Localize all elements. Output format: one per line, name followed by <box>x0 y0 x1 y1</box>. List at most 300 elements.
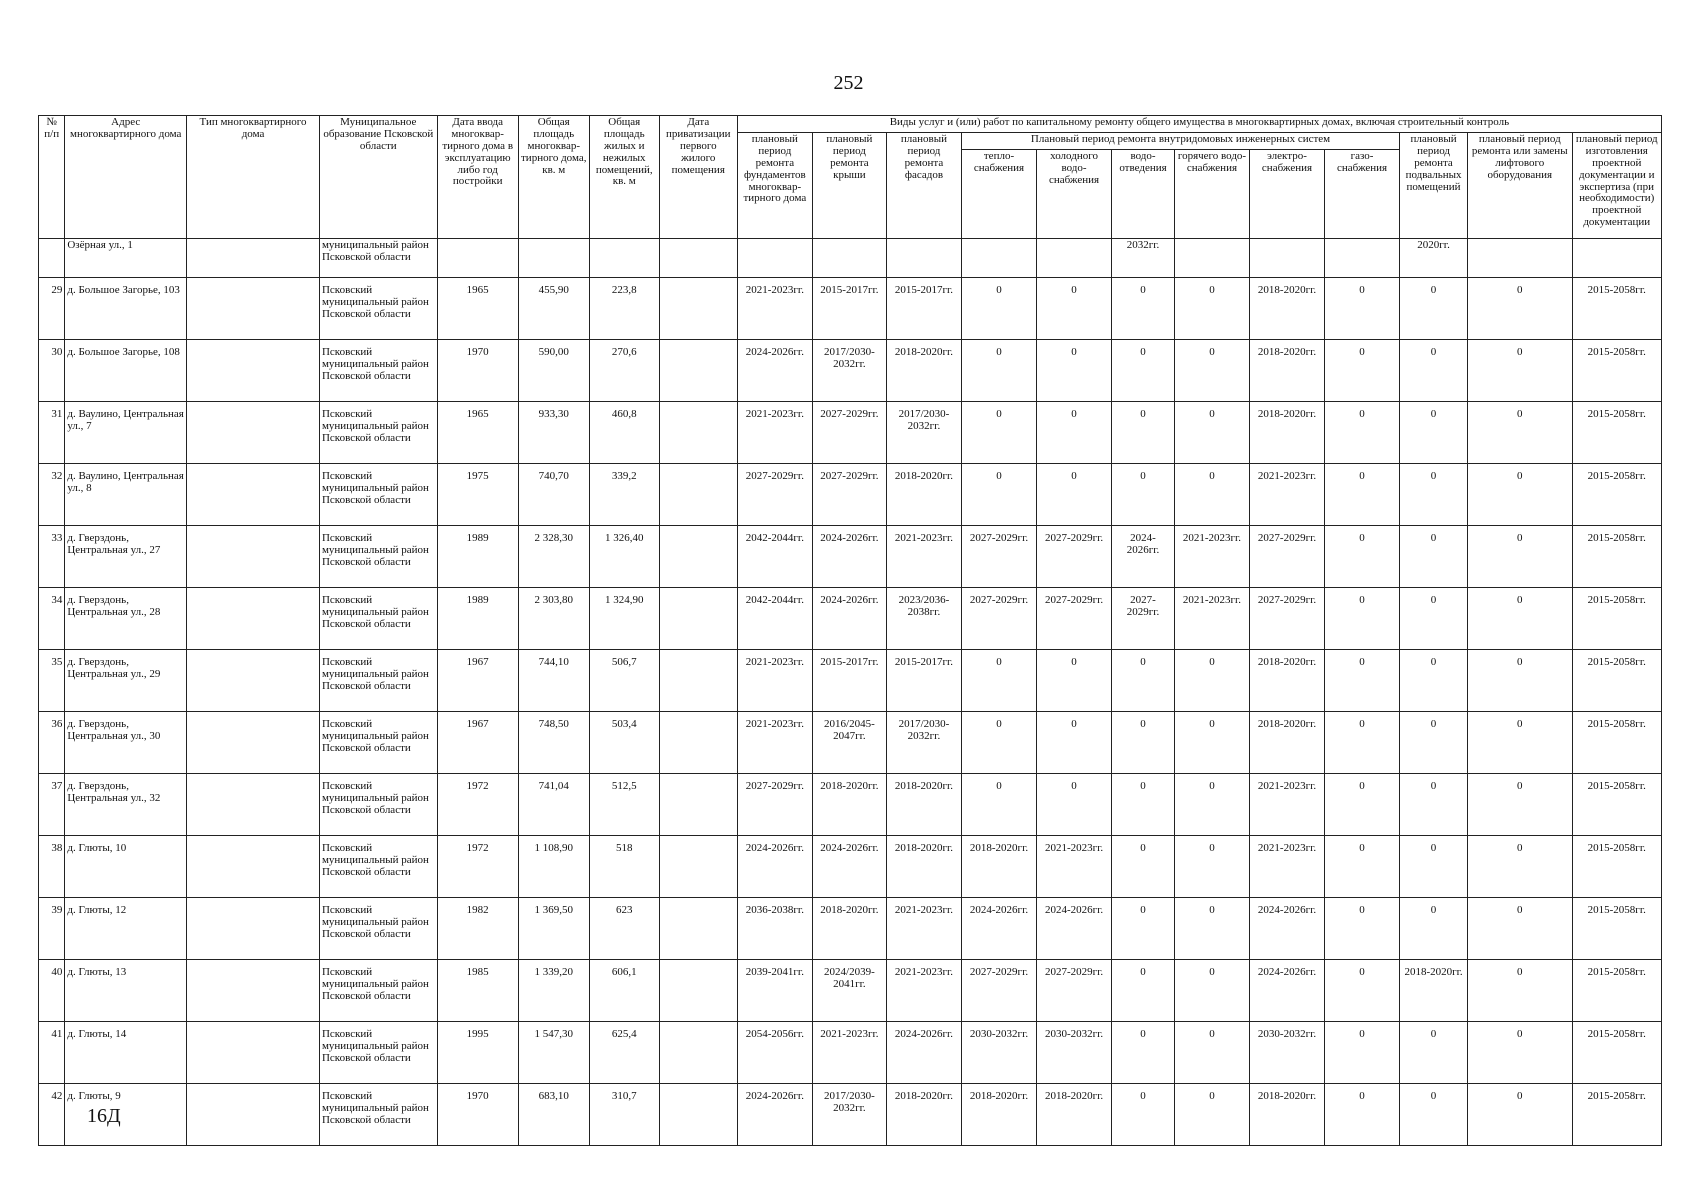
cell-roof: 2027-2029гг. <box>812 402 886 464</box>
cell-hot-water: 0 <box>1174 960 1249 1022</box>
cell-foundation: 2024-2026гг. <box>737 1084 812 1146</box>
cell-cold-water: 2030-2032гг. <box>1037 1022 1112 1084</box>
header-cold-water: холодного водо-снабжения <box>1037 150 1112 239</box>
table-row <box>39 402 1662 464</box>
cell-municipality: Псковский муниципальный район Псковской области <box>319 1084 437 1146</box>
footer-code: 16Д <box>87 1105 121 1127</box>
cell-address: д. Большое Загорье, 103 <box>65 278 187 340</box>
table-row <box>39 774 1662 836</box>
cell-cold-water: 0 <box>1037 650 1112 712</box>
table-row <box>39 588 1662 650</box>
cell-elevator: 0 <box>1468 402 1572 464</box>
cell-elevator: 0 <box>1468 526 1572 588</box>
cell-roof: 2024/2039-2041гг. <box>812 960 886 1022</box>
cell-year: 1972 <box>437 836 518 898</box>
cell-elevator: 0 <box>1468 836 1572 898</box>
cell-sewer: 0 <box>1112 898 1175 960</box>
cell-gas: 0 <box>1325 402 1400 464</box>
cell-facade: 2018-2020гг. <box>886 774 961 836</box>
cell-facade: 2021-2023гг. <box>886 960 961 1022</box>
cell-privatization-date <box>659 340 737 402</box>
cell-house-type <box>187 1084 320 1146</box>
cell-basement: 0 <box>1400 650 1468 712</box>
cell-total-area: 741,04 <box>518 774 589 836</box>
cell-privatization-date <box>659 278 737 340</box>
cell-num: 42 <box>39 1084 65 1146</box>
cell-foundation: 2054-2056гг. <box>737 1022 812 1084</box>
header-basement: плановый период ремонта подвальных помещений <box>1400 133 1468 239</box>
cell-year: 1985 <box>437 960 518 1022</box>
header-foundation: плановый период ремонта фундаментов многоквар-тирного дома <box>737 133 812 239</box>
cell-year: 1967 <box>437 650 518 712</box>
cell-heat: 0 <box>961 340 1036 402</box>
cell-design: 2015-2058гг. <box>1572 836 1662 898</box>
cell-house-type <box>187 402 320 464</box>
cell-gas: 0 <box>1325 836 1400 898</box>
cell-roof: 2018-2020гг. <box>812 774 886 836</box>
cell-municipality: Псковский муниципальный район Псковской области <box>319 650 437 712</box>
cell-house-type <box>187 650 320 712</box>
cell-year: 1989 <box>437 526 518 588</box>
cell-living-area: 623 <box>589 898 659 960</box>
cell-design: 2015-2058гг. <box>1572 898 1662 960</box>
cell-elevator: 0 <box>1468 278 1572 340</box>
cell-address: д. Гверздонь, Центральная ул., 32 <box>65 774 187 836</box>
cell-address: д. Глюты, 9 <box>65 1084 187 1146</box>
cell-foundation: 2039-2041гг. <box>737 960 812 1022</box>
cell-cold-water: 2018-2020гг. <box>1037 1084 1112 1146</box>
cell-house-type <box>187 712 320 774</box>
cell-hot-water: 0 <box>1174 836 1249 898</box>
cell-heat: 2027-2029гг. <box>961 960 1036 1022</box>
cell-heat: 0 <box>961 278 1036 340</box>
cell-living-area: 518 <box>589 836 659 898</box>
cell-municipality: Псковский муниципальный район Псковской области <box>319 588 437 650</box>
cell-municipality: муниципальный район Псковской области <box>319 239 437 278</box>
header-living-area: Общая площадь жилых и нежилых помещений, кв. м <box>589 116 659 239</box>
cell-year: 1965 <box>437 278 518 340</box>
cell-elevator: 0 <box>1468 960 1572 1022</box>
cell-facade: 2018-2020гг. <box>886 340 961 402</box>
cell-basement: 2018-2020гг. <box>1400 960 1468 1022</box>
cell-privatization-date <box>659 898 737 960</box>
cell-num: 40 <box>39 960 65 1022</box>
cell-elevator: 0 <box>1468 1084 1572 1146</box>
cell-foundation: 2027-2029гг. <box>737 464 812 526</box>
cell-house-type <box>187 278 320 340</box>
cell-house-type <box>187 526 320 588</box>
cell-gas: 0 <box>1325 588 1400 650</box>
header-heat: тепло-снабжения <box>961 150 1036 239</box>
cell-num: 35 <box>39 650 65 712</box>
cell-privatization-date <box>659 464 737 526</box>
cell-cold-water: 0 <box>1037 402 1112 464</box>
cell-roof: 2017/2030-2032гг. <box>812 1084 886 1146</box>
cell-cold-water: 2027-2029гг. <box>1037 960 1112 1022</box>
cell-gas: 0 <box>1325 526 1400 588</box>
cell-total-area: 590,00 <box>518 340 589 402</box>
header-systems-group: Плановый период ремонта внутридомовых инженерных систем <box>961 133 1399 150</box>
cell-elevator: 0 <box>1468 774 1572 836</box>
cell-heat: 0 <box>961 464 1036 526</box>
cell-heat: 0 <box>961 712 1036 774</box>
cell-privatization-date <box>659 774 737 836</box>
cell-privatization-date <box>659 588 737 650</box>
cell-hot-water: 0 <box>1174 650 1249 712</box>
cell-house-type <box>187 836 320 898</box>
cell-gas: 0 <box>1325 712 1400 774</box>
cell-municipality: Псковский муниципальный район Псковской области <box>319 340 437 402</box>
cell-facade: 2024-2026гг. <box>886 1022 961 1084</box>
cell-facade: 2015-2017гг. <box>886 650 961 712</box>
cell-municipality: Псковский муниципальный район Псковской области <box>319 464 437 526</box>
table-row <box>39 960 1662 1022</box>
cell-municipality: Псковский муниципальный район Псковской области <box>319 712 437 774</box>
cell-elevator: 0 <box>1468 340 1572 402</box>
cell-gas: 0 <box>1325 340 1400 402</box>
cell-heat: 2030-2032гг. <box>961 1022 1036 1084</box>
cell-total-area: 683,10 <box>518 1084 589 1146</box>
cell-basement: 0 <box>1400 464 1468 526</box>
cell-year: 1995 <box>437 1022 518 1084</box>
cell-heat: 0 <box>961 774 1036 836</box>
cell-facade: 2018-2020гг. <box>886 464 961 526</box>
cell-cold-water: 2027-2029гг. <box>1037 526 1112 588</box>
cell-electric: 2027-2029гг. <box>1249 526 1324 588</box>
cell-foundation: 2042-2044гг. <box>737 588 812 650</box>
cell-electric: 2030-2032гг. <box>1249 1022 1324 1084</box>
cell-basement: 2020гг. <box>1400 239 1468 278</box>
cell-address: д. Глюты, 12 <box>65 898 187 960</box>
cell-municipality: Псковский муниципальный район Псковской области <box>319 898 437 960</box>
cell-design: 2015-2058гг. <box>1572 960 1662 1022</box>
cell-num: 32 <box>39 464 65 526</box>
cell-living-area: 270,6 <box>589 340 659 402</box>
cell-num: 37 <box>39 774 65 836</box>
cell-facade: 2015-2017гг. <box>886 278 961 340</box>
header-house-type: Тип многоквартирного дома <box>187 116 320 239</box>
cell-living-area: 512,5 <box>589 774 659 836</box>
cell-gas: 0 <box>1325 1084 1400 1146</box>
cell-living-area: 1 324,90 <box>589 588 659 650</box>
cell-electric: 2018-2020гг. <box>1249 402 1324 464</box>
cell-foundation: 2021-2023гг. <box>737 402 812 464</box>
cell-total-area: 2 303,80 <box>518 588 589 650</box>
cell-hot-water: 0 <box>1174 898 1249 960</box>
cell-num: 33 <box>39 526 65 588</box>
cell-hot-water: 0 <box>1174 1084 1249 1146</box>
cell-basement: 0 <box>1400 1084 1468 1146</box>
cell-electric: 2018-2020гг. <box>1249 278 1324 340</box>
cell-design: 2015-2058гг. <box>1572 1084 1662 1146</box>
cell-design: 2015-2058гг. <box>1572 1022 1662 1084</box>
cell-elevator: 0 <box>1468 588 1572 650</box>
cell-address: д. Ваулино, Центральная ул., 8 <box>65 464 187 526</box>
cell-num: 29 <box>39 278 65 340</box>
cell-num: 36 <box>39 712 65 774</box>
cell-house-type <box>187 774 320 836</box>
cell-basement: 0 <box>1400 588 1468 650</box>
cell-address: д. Гверздонь, Центральная ул., 29 <box>65 650 187 712</box>
cell-house-type <box>187 340 320 402</box>
table-row <box>39 340 1662 402</box>
cell-sewer: 2024-2026гг. <box>1112 526 1175 588</box>
cell-municipality: Псковский муниципальный район Псковской области <box>319 278 437 340</box>
cell-roof: 2024-2026гг. <box>812 836 886 898</box>
cell-electric: 2021-2023гг. <box>1249 774 1324 836</box>
header-electric: электро-снабжения <box>1249 150 1324 239</box>
cell-privatization-date <box>659 712 737 774</box>
table-row <box>39 278 1662 340</box>
cell-year: 1982 <box>437 898 518 960</box>
cell-electric: 2021-2023гг. <box>1249 836 1324 898</box>
cell-year: 1970 <box>437 1084 518 1146</box>
cell-heat: 2027-2029гг. <box>961 526 1036 588</box>
cell-cold-water: 2027-2029гг. <box>1037 588 1112 650</box>
cell-design: 2015-2058гг. <box>1572 340 1662 402</box>
cell-foundation: 2021-2023гг. <box>737 278 812 340</box>
cell-cold-water: 0 <box>1037 278 1112 340</box>
cell-roof: 2015-2017гг. <box>812 650 886 712</box>
cell-house-type <box>187 464 320 526</box>
cell-basement: 0 <box>1400 712 1468 774</box>
cell-basement: 0 <box>1400 836 1468 898</box>
cell-electric: 2018-2020гг. <box>1249 340 1324 402</box>
cell-municipality: Псковский муниципальный район Псковской области <box>319 526 437 588</box>
cell-basement: 0 <box>1400 774 1468 836</box>
table-row-partial <box>39 239 1662 278</box>
header-elevator: плановый период ремонта или замены лифтового оборудования <box>1468 133 1572 239</box>
cell-num: 34 <box>39 588 65 650</box>
cell-address: д. Глюты, 13 <box>65 960 187 1022</box>
cell-elevator: 0 <box>1468 712 1572 774</box>
cell-heat: 0 <box>961 402 1036 464</box>
cell-sewer: 0 <box>1112 402 1175 464</box>
header-gas: газо-снабжения <box>1325 150 1400 239</box>
cell-living-area: 503,4 <box>589 712 659 774</box>
cell-basement: 0 <box>1400 1022 1468 1084</box>
cell-foundation: 2024-2026гг. <box>737 340 812 402</box>
cell-basement: 0 <box>1400 278 1468 340</box>
cell-house-type <box>187 898 320 960</box>
cell-address: д. Гверздонь, Центральная ул., 27 <box>65 526 187 588</box>
table-row <box>39 712 1662 774</box>
cell-roof: 2015-2017гг. <box>812 278 886 340</box>
cell-num: 41 <box>39 1022 65 1084</box>
cell-living-area: 625,4 <box>589 1022 659 1084</box>
cell-sewer: 0 <box>1112 340 1175 402</box>
cell-basement: 0 <box>1400 526 1468 588</box>
cell-heat: 0 <box>961 650 1036 712</box>
cell-heat: 2018-2020гг. <box>961 836 1036 898</box>
cell-electric: 2018-2020гг. <box>1249 650 1324 712</box>
cell-facade: 2018-2020гг. <box>886 1084 961 1146</box>
header-facade: плановый период ремонта фасадов <box>886 133 961 239</box>
header-privatization-date: Дата приватизации первого жилого помещения <box>659 116 737 239</box>
cell-cold-water: 2024-2026гг. <box>1037 898 1112 960</box>
table-row <box>39 526 1662 588</box>
table-row <box>39 650 1662 712</box>
cell-elevator: 0 <box>1468 650 1572 712</box>
cell-design: 2015-2058гг. <box>1572 774 1662 836</box>
header-design: плановый период изготовления проектной документации и экспертиза (при необходимости) проектной документации <box>1572 133 1662 239</box>
cell-year: 1970 <box>437 340 518 402</box>
cell-hot-water: 0 <box>1174 712 1249 774</box>
cell-house-type <box>187 588 320 650</box>
cell-design: 2015-2058гг. <box>1572 712 1662 774</box>
cell-year: 1965 <box>437 402 518 464</box>
cell-total-area: 744,10 <box>518 650 589 712</box>
cell-address: Озёрная ул., 1 <box>65 239 187 278</box>
cell-gas: 0 <box>1325 464 1400 526</box>
cell-living-area: 339,2 <box>589 464 659 526</box>
cell-privatization-date <box>659 402 737 464</box>
cell-total-area: 1 339,20 <box>518 960 589 1022</box>
cell-house-type <box>187 960 320 1022</box>
capital-repair-table <box>38 115 1662 1146</box>
cell-foundation: 2021-2023гг. <box>737 712 812 774</box>
cell-cold-water: 0 <box>1037 712 1112 774</box>
cell-basement: 0 <box>1400 898 1468 960</box>
cell-electric: 2024-2026гг. <box>1249 960 1324 1022</box>
cell-design: 2015-2058гг. <box>1572 402 1662 464</box>
header-num: № п/п <box>39 116 65 239</box>
cell-privatization-date <box>659 1084 737 1146</box>
cell-facade: 2017/2030-2032гг. <box>886 712 961 774</box>
cell-municipality: Псковский муниципальный район Псковской области <box>319 1022 437 1084</box>
cell-hot-water: 0 <box>1174 1022 1249 1084</box>
cell-sewer: 0 <box>1112 650 1175 712</box>
cell-design: 2015-2058гг. <box>1572 464 1662 526</box>
cell-gas: 0 <box>1325 898 1400 960</box>
cell-heat: 2018-2020гг. <box>961 1084 1036 1146</box>
cell-cold-water: 2021-2023гг. <box>1037 836 1112 898</box>
cell-living-area: 506,7 <box>589 650 659 712</box>
cell-electric: 2018-2020гг. <box>1249 712 1324 774</box>
cell-electric: 2021-2023гг. <box>1249 464 1324 526</box>
cell-cold-water: 0 <box>1037 464 1112 526</box>
header-total-area: Общая площадь многоквар-тирного дома, кв. м <box>518 116 589 239</box>
cell-sewer: 0 <box>1112 1022 1175 1084</box>
cell-num: 39 <box>39 898 65 960</box>
cell-design: 2015-2058гг. <box>1572 588 1662 650</box>
header-roof: плановый период ремонта крыши <box>812 133 886 239</box>
cell-roof: 2018-2020гг. <box>812 898 886 960</box>
cell-address: д. Глюты, 10 <box>65 836 187 898</box>
header-address: Адрес многоквартирного дома <box>65 116 187 239</box>
cell-basement: 0 <box>1400 340 1468 402</box>
cell-gas: 0 <box>1325 774 1400 836</box>
cell-municipality: Псковский муниципальный район Псковской области <box>319 774 437 836</box>
header-municipality: Муниципальное образование Псковской области <box>319 116 437 239</box>
cell-design: 2015-2058гг. <box>1572 278 1662 340</box>
cell-total-area: 740,70 <box>518 464 589 526</box>
cell-living-area: 606,1 <box>589 960 659 1022</box>
cell-hot-water: 0 <box>1174 278 1249 340</box>
cell-year: 1975 <box>437 464 518 526</box>
cell-address: д. Ваулино, Центральная ул., 7 <box>65 402 187 464</box>
header-works-group: Виды услуг и (или) работ по капитальному ремонту общего имущества в многоквартирных домах, включая строительный контроль <box>737 116 1661 133</box>
cell-house-type <box>187 1022 320 1084</box>
cell-sewer: 0 <box>1112 464 1175 526</box>
cell-total-area: 748,50 <box>518 712 589 774</box>
cell-electric: 2027-2029гг. <box>1249 588 1324 650</box>
cell-sewer: 0 <box>1112 960 1175 1022</box>
cell-design: 2015-2058гг. <box>1572 526 1662 588</box>
cell-hot-water: 0 <box>1174 402 1249 464</box>
cell-total-area: 2 328,30 <box>518 526 589 588</box>
cell-sewer: 2027-2029гг. <box>1112 588 1175 650</box>
cell-design: 2015-2058гг. <box>1572 650 1662 712</box>
cell-hot-water: 0 <box>1174 340 1249 402</box>
cell-privatization-date <box>659 836 737 898</box>
cell-living-area: 223,8 <box>589 278 659 340</box>
cell-total-area: 1 108,90 <box>518 836 589 898</box>
cell-address: д. Гверздонь, Центральная ул., 28 <box>65 588 187 650</box>
cell-privatization-date <box>659 1022 737 1084</box>
cell-total-area: 455,90 <box>518 278 589 340</box>
cell-num: 38 <box>39 836 65 898</box>
cell-hot-water: 2021-2023гг. <box>1174 526 1249 588</box>
cell-num: 30 <box>39 340 65 402</box>
cell-privatization-date <box>659 650 737 712</box>
cell-year: 1967 <box>437 712 518 774</box>
table-row <box>39 1022 1662 1084</box>
table-row <box>39 464 1662 526</box>
cell-municipality: Псковский муниципальный район Псковской области <box>319 402 437 464</box>
cell-elevator: 0 <box>1468 898 1572 960</box>
cell-heat: 2027-2029гг. <box>961 588 1036 650</box>
cell-elevator: 0 <box>1468 464 1572 526</box>
cell-elevator: 0 <box>1468 1022 1572 1084</box>
cell-roof: 2021-2023гг. <box>812 1022 886 1084</box>
cell-gas: 0 <box>1325 960 1400 1022</box>
table-row <box>39 836 1662 898</box>
table-row <box>39 1084 1662 1146</box>
header-hot-water: горячего водо-снабжения <box>1174 150 1249 239</box>
cell-municipality: Псковский муниципальный район Псковской области <box>319 836 437 898</box>
cell-roof: 2024-2026гг. <box>812 526 886 588</box>
cell-hot-water: 2021-2023гг. <box>1174 588 1249 650</box>
cell-roof: 2016/2045-2047гг. <box>812 712 886 774</box>
cell-sewer: 0 <box>1112 1084 1175 1146</box>
cell-privatization-date <box>659 526 737 588</box>
cell-cold-water: 0 <box>1037 774 1112 836</box>
header-sewer: водо-отведения <box>1112 150 1175 239</box>
cell-total-area: 933,30 <box>518 402 589 464</box>
cell-heat: 2024-2026гг. <box>961 898 1036 960</box>
cell-roof: 2027-2029гг. <box>812 464 886 526</box>
cell-basement: 0 <box>1400 402 1468 464</box>
cell-hot-water: 0 <box>1174 774 1249 836</box>
cell-privatization-date <box>659 960 737 1022</box>
cell-year: 1989 <box>437 588 518 650</box>
table-row <box>39 898 1662 960</box>
cell-living-area: 310,7 <box>589 1084 659 1146</box>
cell-facade: 2021-2023гг. <box>886 898 961 960</box>
cell-electric: 2024-2026гг. <box>1249 898 1324 960</box>
cell-year: 1972 <box>437 774 518 836</box>
cell-foundation: 2036-2038гг. <box>737 898 812 960</box>
cell-total-area: 1 369,50 <box>518 898 589 960</box>
cell-foundation: 2027-2029гг. <box>737 774 812 836</box>
page-number: 252 <box>833 72 864 94</box>
cell-facade: 2021-2023гг. <box>886 526 961 588</box>
cell-facade: 2023/2036-2038гг. <box>886 588 961 650</box>
cell-cold-water: 0 <box>1037 340 1112 402</box>
cell-gas: 0 <box>1325 278 1400 340</box>
cell-sewer: 2032гг. <box>1112 239 1175 278</box>
